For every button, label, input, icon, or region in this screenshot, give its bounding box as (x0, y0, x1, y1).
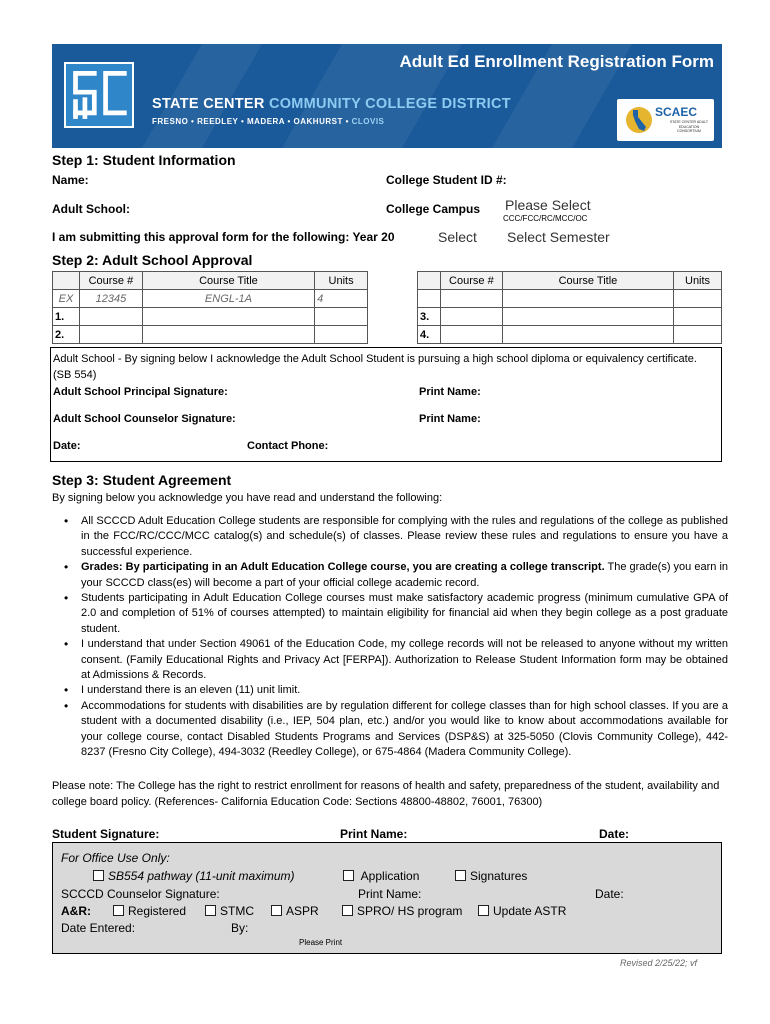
units-field[interactable] (315, 326, 368, 344)
print-name-label: Print Name: (340, 827, 408, 841)
checkbox[interactable] (93, 870, 104, 881)
agreement-note: Please note: The College has the right to restrict enrollment for reasons of health and safety, preparedness of the student, availability and college board policy. (References- California Education Code: Sections 48800-48802, 76001, 76300) (52, 780, 720, 808)
district-name: STATE CENTER COMMUNITY COLLEGE DISTRICT (152, 96, 511, 112)
list-item: • All SCCCD Adult Education College students are responsible for complying with the rules and regulations of the college as published in the FCC/RC/CCC/MCC catalog(s) and schedule(s) of classes. Please review these rules and regulations to ensure you have a successful experience. (64, 514, 728, 560)
checkbox[interactable] (113, 905, 124, 916)
checkbox[interactable] (478, 905, 489, 916)
scaec-logo-text: SCAEC (655, 105, 698, 119)
example-cell: ENGL-1A (142, 290, 314, 308)
step2-title: Step 2: Adult School Approval (52, 252, 253, 268)
course-table-left (52, 271, 368, 344)
revision-note: Revised 2/25/22; vf (620, 958, 698, 968)
please-print-note: Please Print (299, 938, 343, 947)
date-label: Date: (599, 827, 630, 841)
row-number: 1. (53, 308, 80, 326)
table-header-cell: Units (674, 272, 722, 290)
checkbox[interactable] (342, 905, 353, 916)
units-field[interactable] (674, 326, 722, 344)
course-title-field[interactable] (142, 326, 314, 344)
form-title: Adult Ed Enrollment Registration Form (399, 52, 714, 71)
example-cell: 4 (315, 290, 368, 308)
student-id-label: College Student ID #: (386, 173, 507, 187)
california-map-icon (625, 105, 653, 135)
units-field[interactable] (674, 308, 722, 326)
header-banner (52, 44, 722, 148)
agreement-list (64, 514, 728, 761)
signatures-checkbox-row[interactable]: Signatures (455, 869, 527, 883)
print-name-label: Print Name: (419, 413, 481, 425)
date-label: Date: (53, 440, 81, 452)
registered-checkbox-row[interactable]: Registered (113, 904, 186, 918)
table-header-cell: Units (315, 272, 368, 290)
row-number: 4. (418, 326, 441, 344)
checkbox[interactable] (455, 870, 466, 881)
adult-school-approval-box (50, 347, 722, 462)
table-example-row (53, 290, 368, 308)
course-title-field[interactable] (142, 308, 314, 326)
year-select[interactable]: Select (438, 229, 477, 245)
college-campus-label: College Campus (386, 202, 481, 216)
print-name-label: Print Name: (419, 386, 481, 398)
row-number: 2. (53, 326, 80, 344)
table-header-cell: Course Title (502, 272, 673, 290)
counselor-signature-label: SCCCD Counselor Signature: (61, 887, 220, 901)
checkbox[interactable] (343, 870, 354, 881)
list-item: • Accommodations for students with disabilities are by regulation different for college classes than for high school classes. If you are a student with a documented disability (i.e., IEP, 504 plan, etc.) and/or you would like to know about accommodations available for your college course, contact Disabled Students Programs and Services (DSP&S) at 325-5050 (Clovis Community College), 442-8237 (Fresno City College), 494-3032 (Reedley College), or 675-4864 (Madera Community College). (64, 699, 728, 761)
spro-checkbox-row[interactable]: SPRO/ HS program (342, 904, 462, 918)
counselor-signature-label: Adult School Counselor Signature: (53, 413, 236, 425)
step3-title: Step 3: Student Agreement (52, 472, 232, 488)
date-entered-label: Date Entered: (61, 921, 136, 935)
scaec-logo-subtitle: STATE CENTER ADULT EDUCATION CONSORTIUM (669, 120, 709, 133)
table-row (418, 308, 722, 326)
office-use-box (52, 842, 722, 954)
table-header-cell (418, 272, 441, 290)
checkbox[interactable] (271, 905, 282, 916)
aspr-checkbox-row[interactable]: ASPR (271, 904, 319, 918)
semester-select[interactable]: Select Semester (507, 229, 610, 245)
campus-options-hint: CCC/FCC/RC/MCC/OC (503, 214, 588, 223)
ar-label: A&R: (61, 904, 91, 918)
contact-phone-label: Contact Phone: (247, 440, 329, 452)
list-item: • Grades: By participating in an Adult Education College course, you are creating a college transcript. The grade(s) you earn in your SCCCD class(es) will become a part of your official college academic record. (64, 560, 728, 591)
office-heading: For Office Use Only: (61, 851, 170, 865)
list-item: • Students participating in Adult Education College courses must make satisfactory academic progress (minimum cumulative GPA of 2.0 and completion of 51% of courses attempted) to maintain eligibility for financial aid when they begin college as a post graduate student. (64, 591, 728, 637)
table-header-row (418, 272, 722, 290)
approval-label: I am submitting this approval form for the following: Year 20 (52, 230, 395, 244)
scaec-logo (617, 99, 714, 141)
table-header-row (53, 272, 368, 290)
course-table-right (417, 271, 722, 344)
row-number: 3. (418, 308, 441, 326)
table-row (418, 290, 722, 308)
example-cell: 12345 (79, 290, 142, 308)
table-header-cell: Course # (440, 272, 502, 290)
application-checkbox-row[interactable]: Application (343, 869, 419, 883)
sccd-logo-icon (66, 64, 132, 126)
stmc-checkbox-row[interactable]: STMC (205, 904, 254, 918)
units-field[interactable] (674, 290, 722, 308)
step1-title: Step 1: Student Information (52, 152, 236, 168)
date-label: Date: (595, 887, 624, 901)
course-number-field[interactable] (79, 326, 142, 344)
table-row (418, 326, 722, 344)
course-number-field[interactable] (440, 290, 502, 308)
table-row (53, 326, 368, 344)
sb554-checkbox-row[interactable]: SB554 pathway (11-unit maximum) (93, 869, 295, 883)
approval-statement: Adult School - By signing below I acknowledge the Adult School Student is pursuing a high school diploma or equivalency certificate. (SB 554) (53, 353, 697, 381)
adult-school-label: Adult School: (52, 202, 130, 216)
table-header-cell (53, 272, 80, 290)
row-number (418, 290, 441, 308)
checkbox[interactable] (205, 905, 216, 916)
list-item: • I understand there is an eleven (11) unit limit. (64, 683, 728, 698)
table-row (53, 308, 368, 326)
sccd-logo (64, 62, 134, 128)
course-number-field[interactable] (440, 308, 502, 326)
by-label: By: (231, 921, 249, 935)
course-title-field[interactable] (502, 290, 673, 308)
example-cell: EX (53, 290, 80, 308)
table-header-cell: Course # (79, 272, 142, 290)
campus-select[interactable]: Please Select (505, 197, 591, 213)
student-signature-label: Student Signature: (52, 827, 160, 841)
course-title-field[interactable] (502, 326, 673, 344)
print-name-label: Print Name: (358, 887, 422, 901)
agreement-intro: By signing below you acknowledge you have read and understand the following: (52, 492, 443, 504)
update-astr-checkbox-row[interactable]: Update ASTR (478, 904, 566, 918)
course-title-field[interactable] (502, 308, 673, 326)
list-item: • I understand that under Section 49061 of the Education Code, my college records will not be released to anyone without my written consent. (Family Educational Rights and Privacy Act [FERPA]). Authorization to Release Student Information form may be obtained at Admissions & Records. (64, 637, 728, 683)
table-header-cell: Course Title (142, 272, 314, 290)
name-label: Name: (52, 173, 89, 187)
units-field[interactable] (315, 308, 368, 326)
course-number-field[interactable] (79, 308, 142, 326)
principal-signature-label: Adult School Principal Signature: (53, 386, 228, 398)
district-cities: FRESNO • REEDLEY • MADERA • OAKHURST • CLOVIS (152, 117, 385, 126)
course-number-field[interactable] (440, 326, 502, 344)
